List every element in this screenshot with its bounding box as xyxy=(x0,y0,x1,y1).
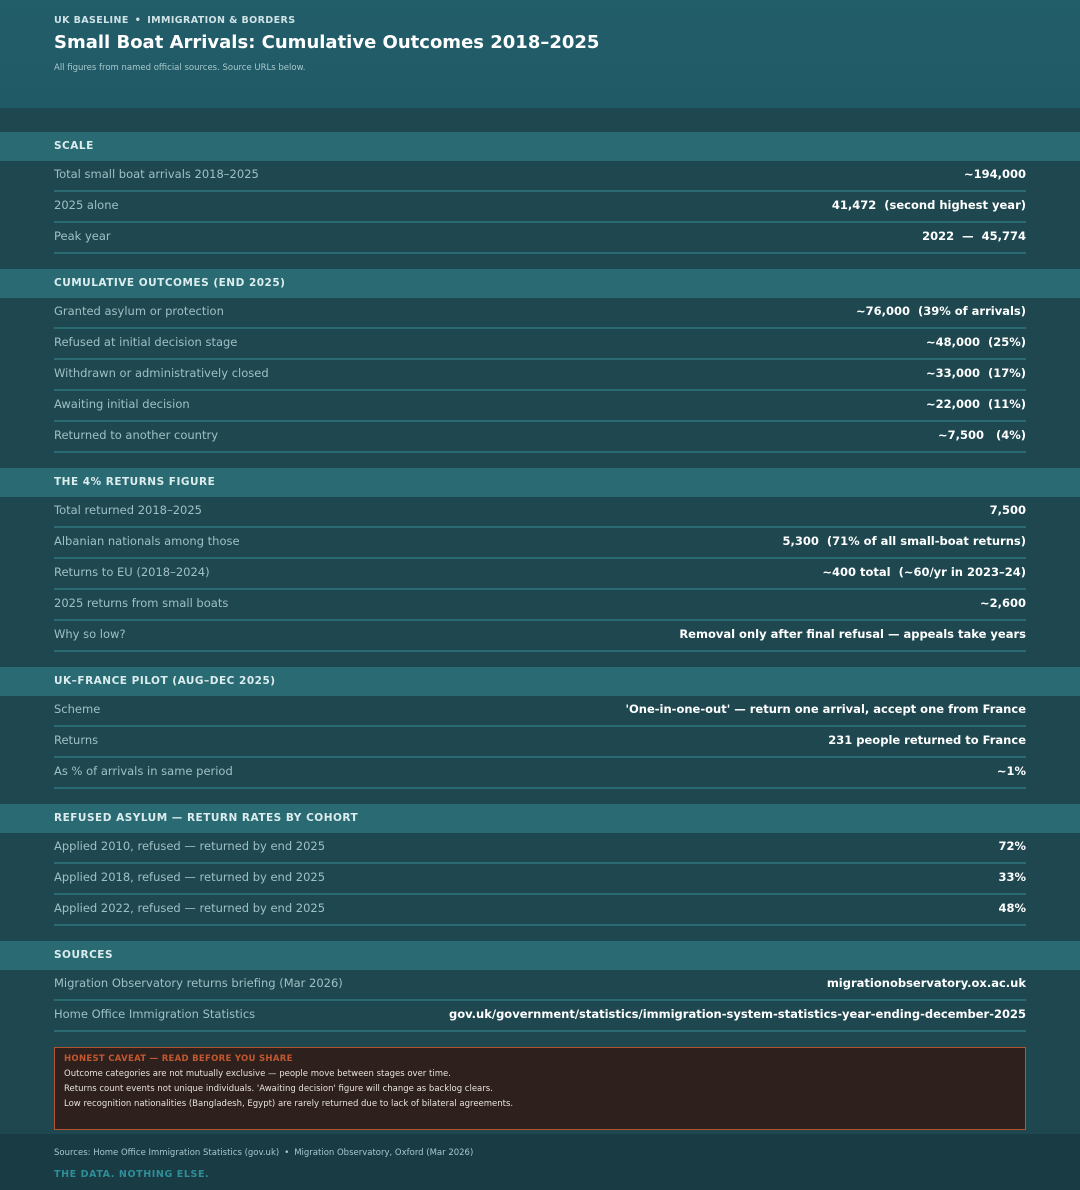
row-value: ~76,000 (39% of arrivals) xyxy=(855,304,1026,318)
data-row xyxy=(54,192,1026,223)
row-value: ~1% xyxy=(996,764,1026,778)
footer-source-migration-observatory: Migration Observatory, Oxford (Mar 2026) xyxy=(294,1148,474,1158)
row-label: Scheme xyxy=(54,702,101,716)
row-label: Peak year xyxy=(54,229,111,243)
row-value: ~48,000 (25%) xyxy=(925,335,1026,349)
kicker-category: UK BASELINE xyxy=(54,15,129,26)
caveat-box xyxy=(54,1047,1026,1130)
row-value: ~194,000 xyxy=(963,167,1026,181)
row-label: As % of arrivals in same period xyxy=(54,764,233,778)
footer-sources xyxy=(54,1148,473,1158)
footer-tagline: THE DATA. NOTHING ELSE. xyxy=(54,1169,210,1180)
caveat-line: Returns count events not unique individuals. 'Awaiting decision' figure will change as backlog clears. xyxy=(64,1084,493,1094)
row-value: ~2,600 xyxy=(979,596,1026,610)
row-value: 72% xyxy=(998,839,1026,853)
row-value: 231 people returned to France xyxy=(828,733,1026,747)
data-row xyxy=(54,391,1026,422)
row-label: Withdrawn or administratively closed xyxy=(54,366,269,380)
caveat-title: HONEST CAVEAT — READ BEFORE YOU SHARE xyxy=(64,1054,293,1064)
data-row xyxy=(54,864,1026,895)
section-header-returns-figure xyxy=(0,468,1080,497)
data-row xyxy=(54,497,1026,528)
data-row xyxy=(54,422,1026,453)
row-label: Total small boat arrivals 2018–2025 xyxy=(54,167,259,181)
row-value: 'One-in-one-out' — return one arrival, accept one from France xyxy=(625,702,1026,716)
data-row xyxy=(54,621,1026,652)
footer-separator: • xyxy=(284,1148,290,1158)
row-label: Applied 2018, refused — returned by end 2025 xyxy=(54,870,326,884)
source-label: Migration Observatory returns briefing (Mar 2026) xyxy=(54,976,343,990)
data-row xyxy=(54,528,1026,559)
source-url-link[interactable]: migrationobservatory.ox.ac.uk xyxy=(826,976,1026,990)
row-label: 2025 alone xyxy=(54,198,119,212)
caveat-line: Low recognition nationalities (Bangladesh, Egypt) are rarely returned due to lack of bilateral agreements. xyxy=(64,1099,514,1109)
row-label: Refused at initial decision stage xyxy=(54,335,238,349)
data-row xyxy=(54,360,1026,391)
data-row xyxy=(54,590,1026,621)
row-value: ~400 total (~60/yr in 2023–24) xyxy=(822,565,1026,579)
row-label: Applied 2010, refused — returned by end 2025 xyxy=(54,839,326,853)
data-row xyxy=(54,758,1026,789)
row-label: Why so low? xyxy=(54,627,126,641)
row-value: 48% xyxy=(998,901,1026,915)
caveat-line: Outcome categories are not mutually exclusive — people move between stages over time. xyxy=(64,1069,451,1079)
footer-source-home-office: Sources: Home Office Immigration Statistics (gov.uk) xyxy=(54,1148,280,1158)
data-row xyxy=(54,161,1026,192)
row-value: 41,472 (second highest year) xyxy=(831,198,1026,212)
section-header-refused-asylum xyxy=(0,804,1080,833)
data-row xyxy=(54,298,1026,329)
data-row xyxy=(54,223,1026,254)
row-value: 2022 — 45,774 xyxy=(922,229,1026,243)
row-label: Total returned 2018–2025 xyxy=(54,503,202,517)
data-row xyxy=(54,895,1026,926)
row-value: ~22,000 (11%) xyxy=(925,397,1026,411)
section-heading: THE 4% RETURNS FIGURE xyxy=(54,476,216,488)
row-label: Returned to another country xyxy=(54,428,218,442)
source-url-link[interactable]: gov.uk/government/statistics/immigration-system-statistics-year-ending-december-2025 xyxy=(448,1007,1026,1021)
section-header-scale xyxy=(0,132,1080,161)
page-subtitle: All figures from named official sources. Source URLs below. xyxy=(54,63,306,73)
section-heading: REFUSED ASYLUM — RETURN RATES BY COHORT xyxy=(54,812,359,824)
header-kicker xyxy=(54,15,295,26)
kicker-separator: • xyxy=(134,15,142,26)
row-label: Albanian nationals among those xyxy=(54,534,240,548)
row-label: 2025 returns from small boats xyxy=(54,596,229,610)
data-row xyxy=(54,559,1026,590)
row-value: ~7,500 (4%) xyxy=(937,428,1026,442)
row-label: Returns xyxy=(54,733,99,747)
section-header-sources xyxy=(0,941,1080,970)
source-label: Home Office Immigration Statistics xyxy=(54,1007,256,1021)
row-label: Awaiting initial decision xyxy=(54,397,190,411)
section-heading: UK–FRANCE PILOT (AUG–DEC 2025) xyxy=(54,675,276,687)
data-row xyxy=(54,696,1026,727)
section-heading: SOURCES xyxy=(54,949,114,961)
page-footer xyxy=(0,1134,1080,1190)
row-value: 33% xyxy=(998,870,1026,884)
kicker-topic: IMMIGRATION & BORDERS xyxy=(147,15,296,26)
row-value: Removal only after final refusal — appeals take years xyxy=(679,627,1026,641)
row-value: 7,500 xyxy=(989,503,1026,517)
row-value: ~33,000 (17%) xyxy=(925,366,1026,380)
data-row xyxy=(54,727,1026,758)
source-row xyxy=(54,1001,1026,1032)
row-label: Granted asylum or protection xyxy=(54,304,224,318)
source-row xyxy=(54,970,1026,1001)
row-label: Returns to EU (2018–2024) xyxy=(54,565,210,579)
section-heading: SCALE xyxy=(54,140,94,152)
data-row xyxy=(54,329,1026,360)
data-row xyxy=(54,833,1026,864)
page-title: Small Boat Arrivals: Cumulative Outcomes 2018–2025 xyxy=(54,32,600,53)
section-heading: CUMULATIVE OUTCOMES (END 2025) xyxy=(54,277,286,289)
section-header-uk-france-pilot xyxy=(0,667,1080,696)
row-value: 5,300 (71% of all small-boat returns) xyxy=(782,534,1026,548)
section-header-cumulative-outcomes xyxy=(0,269,1080,298)
row-label: Applied 2022, refused — returned by end 2025 xyxy=(54,901,326,915)
page-header xyxy=(0,0,1080,108)
